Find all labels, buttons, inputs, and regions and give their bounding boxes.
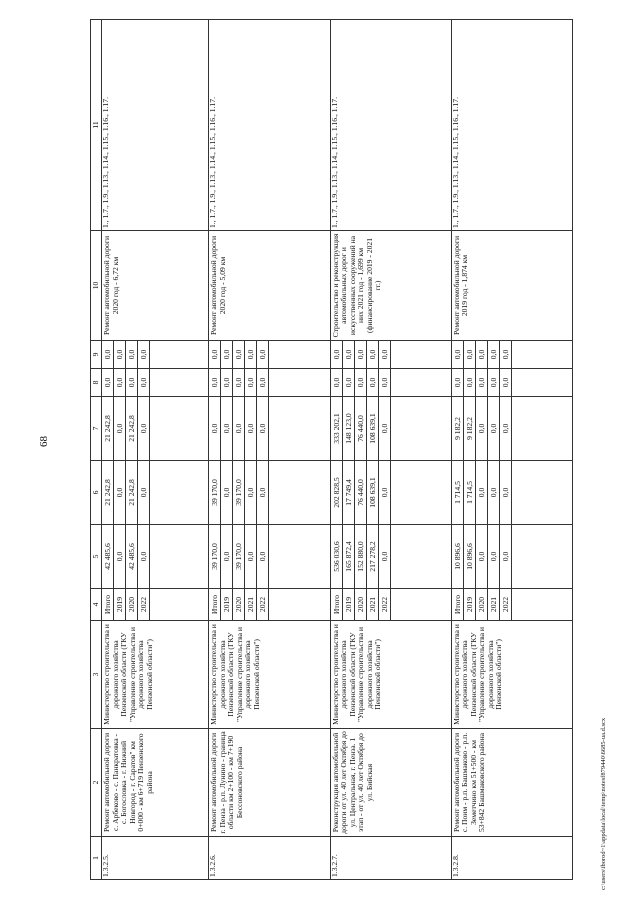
- column-number-cell: 1: [91, 837, 102, 880]
- amount-value: 0,0: [102, 369, 114, 396]
- amount-value: 0,0: [114, 525, 126, 588]
- column-number-cell: 7: [91, 397, 102, 461]
- amount-value: 0,0: [464, 341, 476, 368]
- amount-cell: [330, 461, 451, 525]
- column-number-cell: 5: [91, 525, 102, 589]
- amount-value: 0,0: [245, 341, 257, 368]
- amount-value: 39 170,0: [209, 461, 221, 524]
- amount-value: 152 880,0: [355, 525, 367, 588]
- amount-value: 0,0: [221, 369, 233, 396]
- amount-value: 0,0: [257, 461, 269, 524]
- amount-cell: [330, 341, 451, 369]
- year-value: Итого: [209, 589, 221, 620]
- amount-value: 76 440,0: [355, 397, 367, 460]
- amount-value: 0,0: [138, 397, 150, 460]
- row-number-cell: 1.3.2.7.: [330, 837, 451, 880]
- amount-value: 0,0: [138, 341, 150, 368]
- amount-value: 0,0: [138, 369, 150, 396]
- column-number-cell: 6: [91, 461, 102, 525]
- amount-cell: [330, 369, 451, 397]
- year-cell: [209, 589, 330, 621]
- year-value: 2022: [138, 589, 150, 620]
- amount-value: 10 896,6: [464, 525, 476, 588]
- amount-value: 0,0: [245, 525, 257, 588]
- year-value: Итого: [102, 589, 114, 620]
- year-value: 2021: [488, 589, 500, 620]
- amount-value: 21 242,8: [102, 461, 114, 524]
- amount-value: 0,0: [114, 341, 126, 368]
- amount-value: 0,0: [500, 341, 512, 368]
- amount-cell: [209, 461, 330, 525]
- amount-value: 21 242,8: [126, 461, 138, 524]
- amount-value: 17 749,4: [343, 461, 355, 524]
- amount-value: 0,0: [367, 369, 379, 396]
- column-number-cell: 4: [91, 589, 102, 621]
- amount-cell: [451, 461, 572, 525]
- page-number: 68: [38, 436, 50, 447]
- amount-cell: [102, 461, 209, 525]
- amount-cell: [330, 397, 451, 461]
- amount-value: 0,0: [126, 369, 138, 396]
- year-value: 2019: [343, 589, 355, 620]
- amount-value: 0,0: [343, 341, 355, 368]
- amount-value: 39 170,0: [233, 461, 245, 524]
- column-number-cell: 10: [91, 231, 102, 341]
- amount-value: 0,0: [331, 341, 343, 368]
- amount-value: 0,0: [114, 369, 126, 396]
- event-name-cell: Ремонт автомобильной дороги с. Арбеково - с. Панкратовка - с. Богословка - г. Нижний Новгород - г. Саратов" км 0+000 - км 6+719 Пензенского района: [102, 729, 209, 837]
- year-value: 2020: [233, 589, 245, 620]
- amount-value: 0,0: [343, 369, 355, 396]
- amount-value: 0,0: [126, 341, 138, 368]
- row-number-cell: 1.3.2.6.: [209, 837, 330, 880]
- amount-value: 0,0: [355, 369, 367, 396]
- amount-value: 0,0: [221, 397, 233, 460]
- year-value: 2020: [126, 589, 138, 620]
- amount-cell: [102, 341, 209, 369]
- amount-cell: [209, 341, 330, 369]
- amount-value: 42 485,6: [126, 525, 138, 588]
- result-cell: Ремонт автомобильной дороги 2019 год - 1,874 км: [451, 231, 572, 341]
- amount-cell: [451, 525, 572, 589]
- amount-value: 0,0: [379, 341, 391, 368]
- executor-cell: Министерство строительства и дорожного хозяйства Пензенской области (ГКУ "Управление строительства и дорожного хозяйства Пензенской области"): [209, 621, 330, 729]
- amount-value: 0,0: [476, 397, 488, 460]
- amount-value: 108 639,1: [367, 397, 379, 460]
- result-cell: Строительство и реконструкция автомобильных дорог и искусственных сооружений на них 2021 год - 1,699 км (финансирование 2019 - 2021 гг.): [330, 231, 451, 341]
- amount-value: 0,0: [367, 341, 379, 368]
- amount-value: 0,0: [500, 461, 512, 524]
- year-cell: [330, 589, 451, 621]
- amount-value: 0,0: [488, 369, 500, 396]
- event-name-cell: Ремонт автомобильной дороги с. Поим - р.п. Башмаково - р.п. Земетчино км 51+500 - км 53+842 Башмаковского района: [451, 729, 572, 837]
- amount-value: 0,0: [221, 525, 233, 588]
- amount-value: 217 278,2: [367, 525, 379, 588]
- amount-value: 0,0: [488, 525, 500, 588]
- program-table: [90, 19, 573, 880]
- amount-value: 0,0: [476, 369, 488, 396]
- amount-value: 0,0: [233, 397, 245, 460]
- amount-value: 0,0: [257, 525, 269, 588]
- table-row: [451, 20, 572, 880]
- year-value: 2020: [476, 589, 488, 620]
- amount-value: 42 485,6: [102, 525, 114, 588]
- result-cell: Ремонт автомобильной дороги 2020 год - 6,72 км: [102, 231, 209, 341]
- amount-value: 0,0: [233, 369, 245, 396]
- column-number-row: [91, 20, 102, 880]
- amount-value: 536 030,6: [331, 525, 343, 588]
- amount-cell: [102, 525, 209, 589]
- amount-value: 0,0: [452, 341, 464, 368]
- footer-path: c:\users\iborod~1\appdata\local\temp\notesf879440\6685-ua.d.scx: [600, 717, 607, 890]
- amount-cell: [102, 369, 209, 397]
- column-number-cell: 8: [91, 369, 102, 397]
- amount-value: 0,0: [114, 461, 126, 524]
- year-value: 2022: [500, 589, 512, 620]
- event-name-cell: Ремонт автомобильной дороги г. Пенза - р.п. Лунино - граница области км 2+100 - км 7+190 Бессоновского района: [209, 729, 330, 837]
- event-name-cell: Реконструкция автомобильной дороги от ул. 40 лет Октября до ул. Центральная, г. Пенза. 1 этап - от ул. 40 лет Октября до ул. Бийская: [330, 729, 451, 837]
- column-number-cell: 3: [91, 621, 102, 729]
- year-value: 2021: [367, 589, 379, 620]
- amount-value: 9 182,2: [452, 397, 464, 460]
- amount-value: 0,0: [257, 341, 269, 368]
- amount-cell: [451, 369, 572, 397]
- amount-value: 0,0: [331, 369, 343, 396]
- amount-value: 0,0: [379, 525, 391, 588]
- amount-value: 202 828,5: [331, 461, 343, 524]
- amount-value: 0,0: [114, 397, 126, 460]
- year-value: 2021: [245, 589, 257, 620]
- amount-value: 76 440,0: [355, 461, 367, 524]
- amount-value: 108 639,1: [367, 461, 379, 524]
- amount-cell: [451, 397, 572, 461]
- amount-value: 21 242,8: [126, 397, 138, 460]
- amount-value: 0,0: [379, 369, 391, 396]
- executor-cell: Министерство строительства и дорожного хозяйства Пензенской области (ГКУ "Управление строительства и дорожного хозяйства Пензенской области"): [330, 621, 451, 729]
- column-number-cell: 9: [91, 341, 102, 369]
- amount-value: 0,0: [221, 461, 233, 524]
- amount-value: 0,0: [138, 525, 150, 588]
- year-value: 2019: [221, 589, 233, 620]
- year-value: Итого: [452, 589, 464, 620]
- amount-cell: [209, 525, 330, 589]
- year-value: 2022: [379, 589, 391, 620]
- amount-value: 0,0: [257, 397, 269, 460]
- amount-value: 10 896,6: [452, 525, 464, 588]
- amount-value: 39 170,0: [233, 525, 245, 588]
- amount-cell: [102, 397, 209, 461]
- year-value: 2022: [257, 589, 269, 620]
- amount-value: 148 123,0: [343, 397, 355, 460]
- amount-value: 165 872,4: [343, 525, 355, 588]
- executor-cell: Министерство строительства и дорожного хозяйства Пензенской области (ГКУ "Управление строительства и дорожного хозяйства Пензенской области"): [102, 621, 209, 729]
- year-cell: [451, 589, 572, 621]
- amount-value: 9 182,2: [464, 397, 476, 460]
- amount-value: 1 714,5: [452, 461, 464, 524]
- amount-value: 0,0: [476, 525, 488, 588]
- amount-value: 0,0: [257, 369, 269, 396]
- amount-value: 0,0: [233, 341, 245, 368]
- table-row: [102, 20, 209, 880]
- amount-value: 0,0: [138, 461, 150, 524]
- result-cell: Ремонт автомобильной дороги 2020 год - 5,09 км: [209, 231, 330, 341]
- amount-value: 0,0: [379, 461, 391, 524]
- amount-value: 0,0: [221, 341, 233, 368]
- amount-value: 0,0: [245, 397, 257, 460]
- amount-value: 0,0: [488, 341, 500, 368]
- amount-value: 0,0: [500, 525, 512, 588]
- table-row: [209, 20, 330, 880]
- amount-value: 333 202,1: [331, 397, 343, 460]
- amount-value: 0,0: [488, 397, 500, 460]
- amount-value: 0,0: [209, 397, 221, 460]
- amount-value: 21 242,8: [102, 397, 114, 460]
- amount-value: 0,0: [476, 341, 488, 368]
- amount-value: 0,0: [209, 369, 221, 396]
- indicators-cell: 1., 1.7., 1.9., 1.13., 1.14., 1.15., 1.16., 1.17.: [102, 20, 209, 231]
- amount-cell: [209, 369, 330, 397]
- row-number-cell: 1.3.2.5.: [102, 837, 209, 880]
- table-row: [330, 20, 451, 880]
- executor-cell: Министерство строительства и дорожного хозяйства Пензенской области (ГКУ "Управление строительства и дорожного хозяйства Пензенской области"): [451, 621, 572, 729]
- column-number-cell: 11: [91, 20, 102, 231]
- amount-value: 0,0: [488, 461, 500, 524]
- amount-value: 39 170,0: [209, 525, 221, 588]
- year-value: 2020: [355, 589, 367, 620]
- amount-value: 1 714,5: [464, 461, 476, 524]
- year-value: 2019: [114, 589, 126, 620]
- row-number-cell: 1.3.2.8.: [451, 837, 572, 880]
- amount-value: 0,0: [245, 369, 257, 396]
- amount-value: 0,0: [500, 369, 512, 396]
- year-value: Итого: [331, 589, 343, 620]
- amount-cell: [330, 525, 451, 589]
- year-cell: [102, 589, 209, 621]
- indicators-cell: 1., 1.7., 1.9., 1.13., 1.14., 1.15., 1.16., 1.17.: [330, 20, 451, 231]
- amount-value: 0,0: [464, 369, 476, 396]
- indicators-cell: 1., 1.7., 1.9., 1.13., 1.14., 1.15., 1.16., 1.17.: [451, 20, 572, 231]
- amount-value: 0,0: [245, 461, 257, 524]
- column-number-cell: 2: [91, 729, 102, 837]
- amount-value: 0,0: [102, 341, 114, 368]
- amount-cell: [451, 341, 572, 369]
- amount-value: 0,0: [452, 369, 464, 396]
- amount-value: 0,0: [476, 461, 488, 524]
- amount-value: 0,0: [209, 341, 221, 368]
- amount-value: 0,0: [355, 341, 367, 368]
- amount-value: 0,0: [379, 397, 391, 460]
- indicators-cell: 1., 1.7., 1.9., 1.13., 1.14., 1.15., 1.16., 1.17.: [209, 20, 330, 231]
- amount-cell: [209, 397, 330, 461]
- rotated-page: [90, 20, 573, 880]
- amount-value: 0,0: [500, 397, 512, 460]
- year-value: 2019: [464, 589, 476, 620]
